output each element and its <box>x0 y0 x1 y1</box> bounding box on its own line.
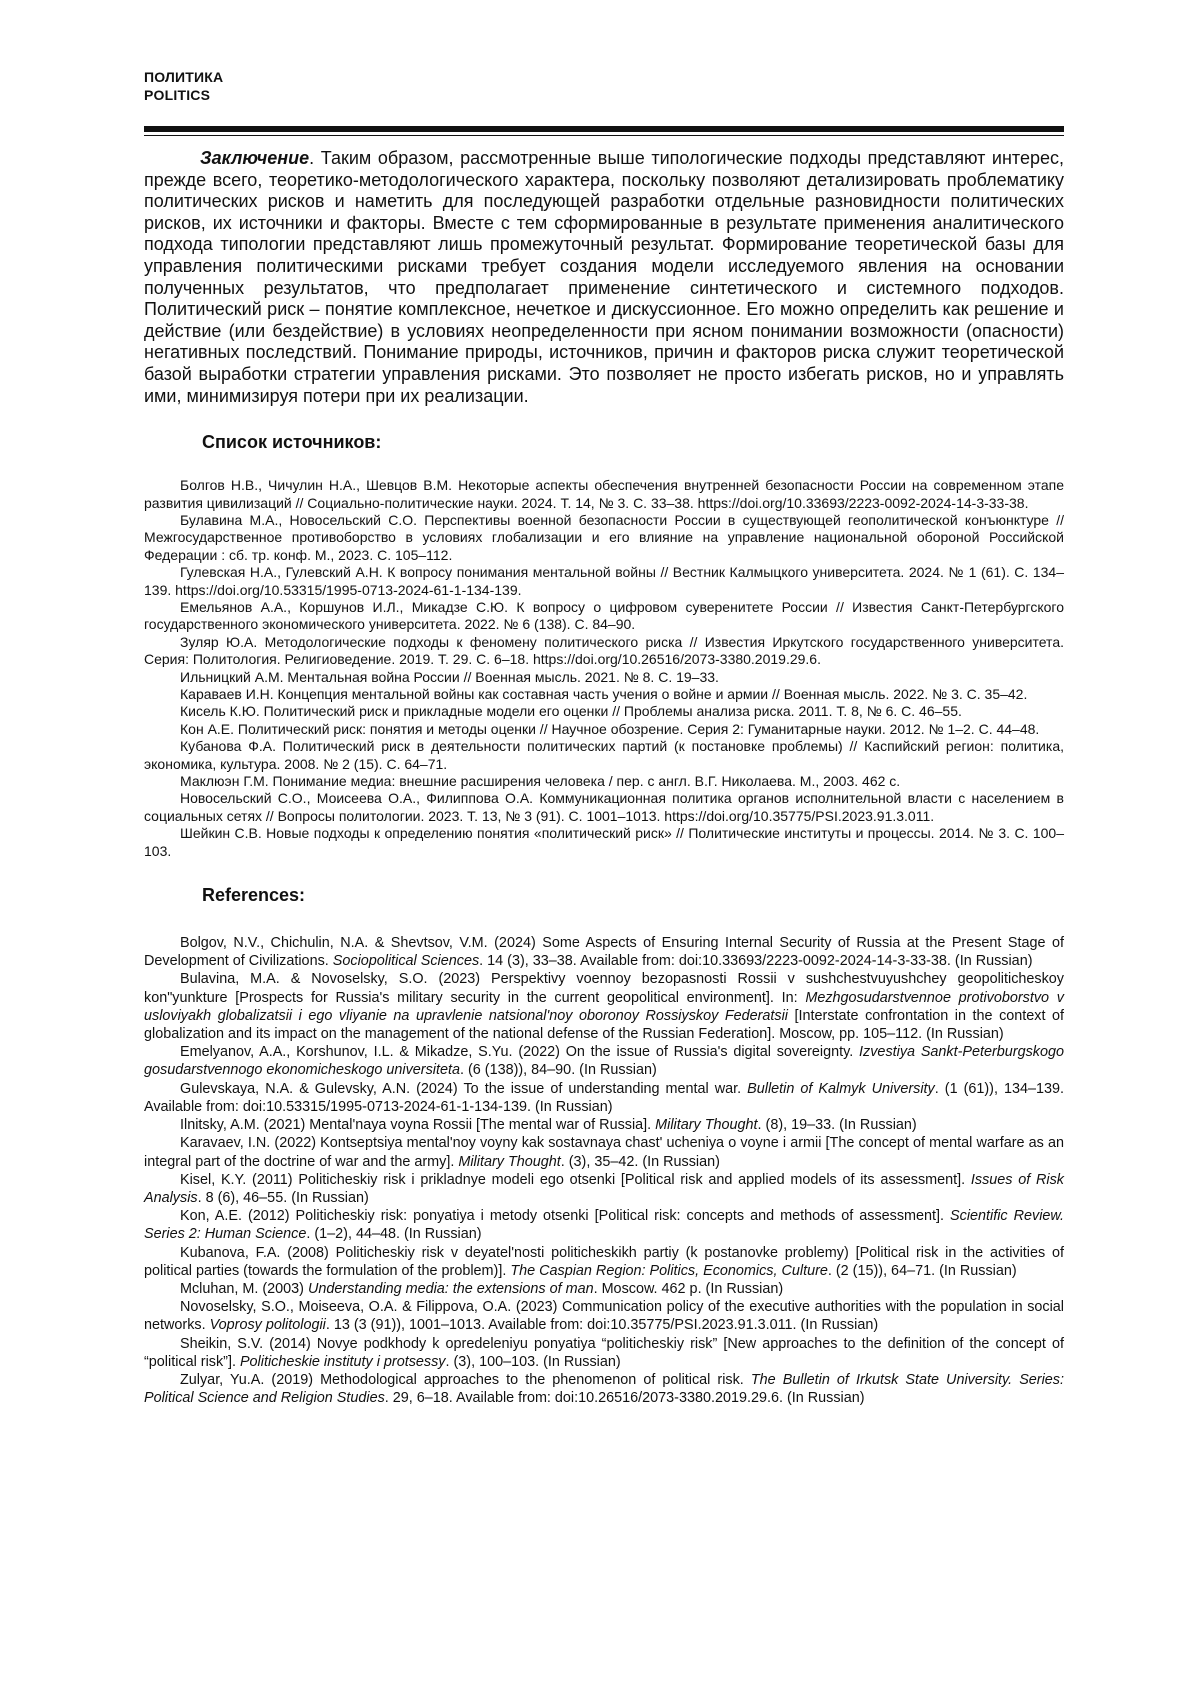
running-header-ru: ПОЛИТИКА <box>144 69 224 85</box>
reference-en-text: Kubanova, F.A. (2008) Politicheskiy risk v deyatel'nosti politicheskikh partiy (k postanovke problemy) [Political risk in the activities of political parties (towards the formulation of the problem)]. <box>144 1244 1064 1279</box>
source-ru-item: Емельянов А.А., Коршунов И.Л., Микадзе С.Ю. К вопросу о цифровом суверенитете России // Известия Санкт-Петербургского государственного экономического университета. 2022. № 6 (138). С. 84–90. <box>144 598 1064 633</box>
reference-en-journal: Military Thought <box>458 1153 561 1170</box>
reference-en-item <box>144 1134 1064 1170</box>
running-header-en: POLITICS <box>144 87 211 103</box>
reference-en-journal: Voprosy politologii <box>209 1317 326 1334</box>
reference-en-item <box>144 934 1064 970</box>
reference-en-item <box>144 1298 1064 1334</box>
reference-en-journal: The Bulletin of Irkutsk State University. Series: Political Science and Religion Studies <box>144 1371 1064 1407</box>
reference-en-details: . (2 (15)), 64–71. (In Russian) <box>827 1262 1017 1279</box>
reference-en-journal: Issues of Risk Analysis <box>144 1171 1064 1206</box>
source-ru-item: Болгов Н.В., Чичулин Н.А., Шевцов В.М. Некоторые аспекты обеспечения внутренней безопасности России на современном этапе развития цивилизаций // Социально-политические науки. 2024. Т. 14, № 3. С. 33–38. https://doi.org/10.33693/2223-0092-2024-14-3-33-38. <box>144 477 1064 511</box>
reference-en-journal: Military Thought <box>655 1117 758 1134</box>
reference-en-item <box>144 970 1064 1043</box>
reference-en-details: . (3), 35–42. (In Russian) <box>560 1153 720 1170</box>
reference-en-item <box>144 1280 1064 1298</box>
references-en-title: References: <box>202 885 306 906</box>
reference-en-text: Karavaev, I.N. (2022) Kontseptsiya mental'noy voyny kak sostavnaya chast' ucheniya o voyne i armii [The concept of mental warfare as an integral part of the doctrine of war and the army]. <box>144 1135 1064 1170</box>
source-ru-item: Маклюэн Г.М. Понимание медиа: внешние расширения человека / пер. с англ. В.Г. Николаева. М., 2003. 462 с. <box>180 773 901 790</box>
reference-en-journal: Scientific Review. Series 2: Human Science <box>144 1208 1064 1243</box>
reference-en-details: . Moscow. 462 p. (In Russian) <box>593 1280 784 1297</box>
reference-en-text: Ilnitsky, A.M. (2021) Mental'naya voyna Rossii [The mental war of Russia]. <box>180 1117 656 1134</box>
reference-en-text: Bulavina, M.A. & Novoselsky, S.O. (2023) Perspektivy voennoy bezopasnosti Rossii v sushchestvuyushchey geopoliticheskoy kon"yunkture [Prospects for Russia's military security in the current geopolitical environment]. In: <box>144 971 1064 1006</box>
references-en-list <box>144 934 1064 1407</box>
source-ru-item: Караваев И.Н. Концепция ментальной войны как составная часть учения о войне и армии // Военная мысль. 2022. № 3. С. 35–42. <box>180 686 1028 702</box>
reference-en-text: Kon, A.E. (2012) Politicheskiy risk: ponyatiya i metody otsenki [Political risk: concepts and methods of assessment]. <box>180 1208 951 1225</box>
header-rule-thick <box>144 126 1064 132</box>
conclusion-paragraph <box>144 148 1064 407</box>
reference-en-details: . 8 (6), 46–55. (In Russian) <box>197 1189 369 1206</box>
conclusion-text: . Таким образом, рассмотренные выше типологические подходы представляют интерес, прежде всего, теоретико-методологического характера, поскольку позволяют детализировать проблематику политических рисков и наметить для последующей разработки отдельные разновидности политических рисков, их источники и факторы. Вместе с тем сформированные в результате применения аналитического подхода типологии представляют лишь промежуточный результат. Формирование теоретической базы для управления политическими рисками требует создания модели исследуемого явления на основании полученных результатов, что предполагает применение синтетического и системного подходов. Политический риск – понятие комплексное, нечеткое и дискуссионное. Его можно определить как решение и действие (или бездействие) в условиях неопределенности при ясном понимании возможности (опасности) негативных последствий. Понимание природы, источников, причин и факторов риска служит теоретической базой выработки стратегии управления рисками. Это позволяет не просто избегать рисков, но и управлять ими, минимизируя потери при их реализации. <box>144 148 1064 406</box>
reference-en-journal: Mezhgosudarstvennoe protivoborstvo v usloviyakh globalizatsii i ego vliyanie na upravlenie natsional'noy oboronoy Rossiyskoy Federatsii <box>144 989 1064 1024</box>
source-ru-item: Кисель К.Ю. Политический риск и прикладные модели его оценки // Проблемы анализа риска. 2011. Т. 8, № 6. С. 46–55. <box>180 703 962 720</box>
reference-en-item <box>144 1043 1064 1079</box>
source-ru-item: Новосельский С.О., Моисеева О.А., Филиппова О.А. Коммуникационная политика органов исполнительной власти с населением в социальных сетях // Вопросы политологии. 2023. Т. 13, № 3 (91). С. 1001–1013. https://doi.org/10.35775/PSI.2023.91.3.011. <box>144 790 1064 824</box>
reference-en-details: [Interstate confrontation in the context of globalization and its impact on the management of the national defense of the Russian Federation]. Moscow, pp. 105–112. (In Russian) <box>144 1007 1064 1043</box>
reference-en-text: Kisel, K.Y. (2011) Politicheskiy risk i prikladnye modeli ego otsenki [Political risk and applied models of its assessment]. <box>180 1171 971 1188</box>
reference-en-item <box>144 1116 1064 1134</box>
source-ru-item: Шейкин С.В. Новые подходы к определению понятия «политический риск» // Политические институты и процессы. 2014. № 3. С. 100–103. <box>144 825 1064 859</box>
reference-en-journal: Understanding media: the extensions of man <box>307 1280 594 1297</box>
reference-en-journal: The Caspian Region: Politics, Economics, Culture <box>510 1262 828 1279</box>
reference-en-details: . 13 (3 (91)), 1001–1013. Available from: doi:10.35775/PSI.2023.91.3.011. (In Russian) <box>325 1317 879 1334</box>
sources-ru-list <box>144 477 1064 860</box>
reference-en-item <box>144 1080 1064 1116</box>
reference-en-text: Zulyar, Yu.A. (2019) Methodological approaches to the phenomenon of political risk. <box>180 1371 751 1388</box>
reference-en-journal: Sociopolitical Sciences <box>332 953 480 970</box>
sources-ru-title: Список источников: <box>202 432 382 453</box>
source-ru-item: Гулевская Н.А., Гулевский А.Н. К вопросу понимания ментальной войны // Вестник Калмыцкого университета. 2024. № 1 (61). С. 134–139. https://doi.org/10.53315/1995-0713-2024-61-1-134-139. <box>144 564 1064 598</box>
reference-en-text: Novoselsky, S.O., Moiseeva, O.A. & Filippova, O.A. (2023) Communication policy of the executive authorities with the population in social networks. <box>144 1299 1064 1334</box>
source-ru-item: Ильницкий А.М. Ментальная война России // Военная мысль. 2021. № 8. С. 19–33. <box>180 668 719 685</box>
reference-en-item <box>144 1207 1064 1243</box>
reference-en-details: . 14 (3), 33–38. Available from: doi:10.33693/2223-0092-2024-14-3-33-38. (In Russian) <box>479 953 1033 970</box>
reference-en-details: . (6 (138)), 84–90. (In Russian) <box>460 1062 657 1079</box>
reference-en-item <box>144 1371 1064 1407</box>
reference-en-text: Emelyanov, A.A., Korshunov, I.L. & Mikadze, S.Yu. (2022) On the issue of Russia's digital sovereignty. <box>180 1044 860 1061</box>
source-ru-item: Зуляр Ю.А. Методологические подходы к феномену политического риска // Известия Иркутского государственного университета. Серия: Политология. Религиоведение. 2019. Т. 29. С. 6–18. https://doi.org/10.26516/2073-3380.2019.29.6. <box>144 633 1064 668</box>
reference-en-details: . (8), 19–33. (In Russian) <box>757 1117 917 1134</box>
header-rule-thin <box>144 135 1064 136</box>
source-ru-item: Кон А.Е. Политический риск: понятия и методы оценки // Научное обозрение. Серия 2: Гуманитарные науки. 2012. № 1–2. С. 44–48. <box>180 720 1040 737</box>
reference-en-text: Mcluhan, M. (2003) <box>180 1280 308 1297</box>
page <box>144 68 1064 1407</box>
reference-en-item <box>144 1335 1064 1371</box>
reference-en-details: . (1 (61)), 134–139. Available from: doi:10.53315/1995-0713-2024-61-1-134-139. (In Russian) <box>144 1080 1064 1115</box>
reference-en-text: Gulevskaya, N.A. & Gulevsky, A.N. (2024) To the issue of understanding mental war. <box>180 1080 748 1097</box>
reference-en-journal: Bulletin of Kalmyk University <box>747 1080 935 1097</box>
reference-en-item <box>144 1171 1064 1207</box>
reference-en-text: Bolgov, N.V., Chichulin, N.A. & Shevtsov, V.M. (2024) Some Aspects of Ensuring Internal Security of Russia at the Present Stage of Development of Civilizations. <box>144 935 1064 970</box>
reference-en-journal: Politicheskie instituty i protsessy <box>239 1353 446 1370</box>
reference-en-text: Sheikin, S.V. (2014) Novye podkhody k opredeleniyu ponyatiya “politicheskiy risk” [New approaches to the definition of the concept of “political risk”]. <box>144 1335 1064 1370</box>
reference-en-item <box>144 1244 1064 1280</box>
reference-en-details: . (3), 100–103. (In Russian) <box>445 1353 621 1370</box>
source-ru-item: Булавина М.А., Новосельский С.О. Перспективы военной безопасности России в существующей геополитической конъюнктуре // Межгосударственное противоборство в условиях глобализации и его влияние на управление национальной обороной Российской Федерации : сб. тр. конф. М., 2023. С. 105–112. <box>144 511 1064 563</box>
reference-en-details: . (1–2), 44–48. (In Russian) <box>306 1226 482 1243</box>
source-ru-item: Кубанова Ф.А. Политический риск в деятельности политических партий (к постановке проблемы) // Каспийский регион: политика, экономика, культура. 2008. № 2 (15). С. 64–71. <box>144 738 1064 772</box>
conclusion-lead: Заключение <box>200 148 310 168</box>
reference-en-journal: Izvestiya Sankt-Peterburgskogo gosudarstvennogo ekonomicheskogo universiteta <box>144 1044 1065 1079</box>
reference-en-details: . 29, 6–18. Available from: doi:10.26516/2073-3380.2019.29.6. (In Russian) <box>384 1390 865 1407</box>
